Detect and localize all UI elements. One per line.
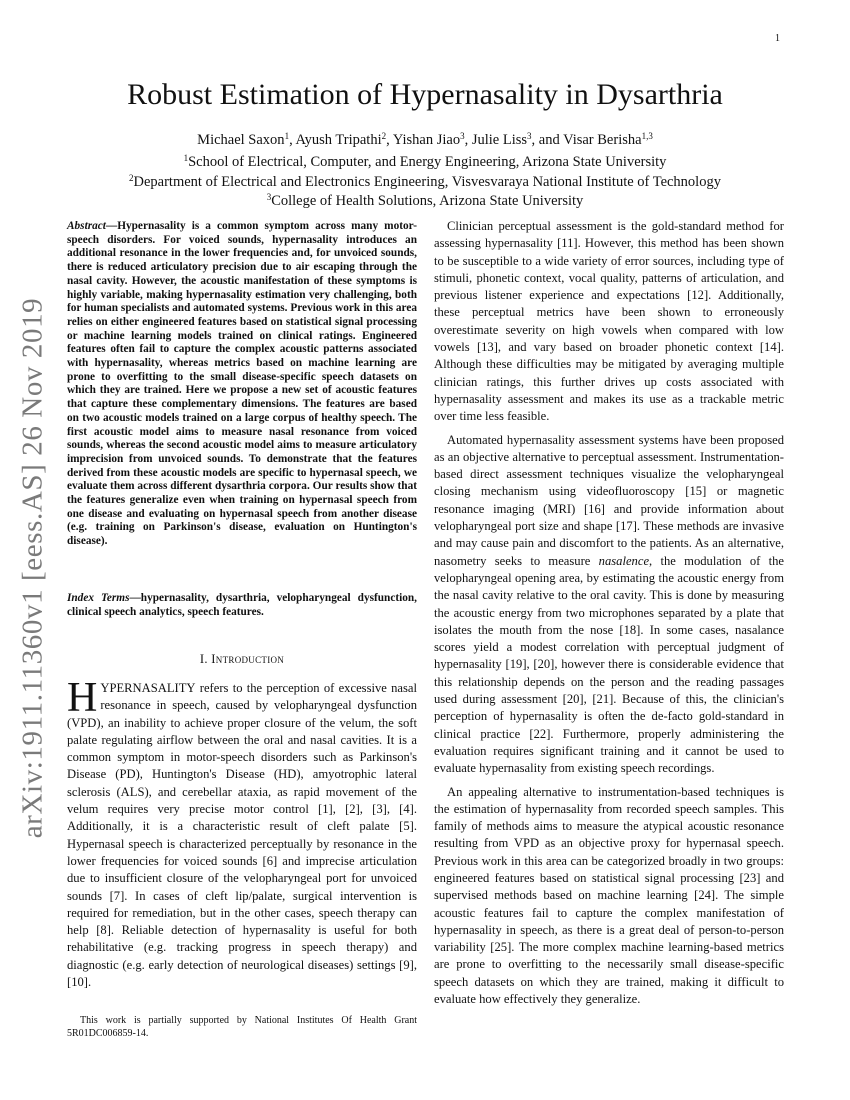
author-name: Yishan Jiao [392, 132, 461, 148]
drop-cap: H [67, 675, 98, 721]
arxiv-stamp-text: arXiv:1911.11360v1 [eess.AS] 26 Nov 2019 [16, 297, 49, 839]
author-name: Julie Liss [471, 132, 528, 148]
affiliation-line [0, 173, 850, 192]
author-separator: , [289, 132, 296, 148]
index-terms-label: Index Terms [67, 592, 130, 604]
affiliation-mark: 2 [129, 173, 134, 183]
page-number: 1 [775, 33, 780, 44]
intro-text: refers to the perception of excessive nasal resonance in speech, caused by velopharyngeal dysfunction (VPD), an inability to achieve proper closure of the velum, the soft palate regulating airflow between the oral and nasal cavities. It is a common symptom in motor-speech disorders such as Parkinson's Disease (PD), Huntington's Disease (HD), amyotrophic lateral sclerosis (ALS), and cerebellar ataxia, as rapid movement of the velum requires very precise motor control [1], [2], [3], [4]. Additionally, it is a characteristic result of cleft palate [5]. Hypernasal speech is characterized perceptually by resonance in the lower frequencies for voiced sounds [6] and imprecise articulation due to insufficient closure of the velopharyngeal port for unvoiced sounds [7]. In cases of cleft lip/palate, surgical intervention is required for remediation, but in the other cases, speech therapy can help [8]. Reliable detection of hypernasality is useful for both rehabilitative (e.g. tracking progress in speech therapy) and diagnostic (e.g. early detection of neurological diseases) settings [9], [10]. [67, 681, 417, 990]
footnote [67, 1015, 417, 1040]
paper-title: Robust Estimation of Hypernasality in Dysarthria [127, 78, 723, 111]
section-numeral: I. [199, 652, 212, 666]
abstract [67, 220, 417, 549]
affiliation-line [0, 192, 850, 211]
author-affiliation-mark: 1,3 [641, 131, 653, 141]
author-name: Michael Saxon [197, 132, 285, 148]
author-name: Visar Berisha [563, 132, 642, 148]
intro-paragraph [67, 675, 417, 991]
abstract-label: Abstract [67, 220, 106, 232]
section-title: Introduction [211, 652, 285, 666]
affiliation-text: Department of Electrical and Electronics Engineering, Visvesvaraya National Institute of Technology [133, 174, 721, 190]
paragraph: An appealing alternative to instrumentation-based techniques is the estimation of hypernasality from recorded speech samples. This family of methods aims to measure the atypical acoustic resonance resulting from VPD as an objective proxy for hypernasal speech. Previous work in this area can be categorized broadly in two groups: engineered features based on statistical signal processing [23] and supervised methods based on machine learning [24]. The simple acoustic features fail to capture the complex manifestation of hypernasality in speech, as there is a great deal of person-to-person variability [25]. The more complex machine learning-based metrics are prone to overfitting to the necessarily small disease-specific speech datasets on which they are trained, making it difficult to evaluate how effectively they generalize. [434, 784, 784, 1007]
author-separator: , [464, 132, 472, 148]
paragraph-text: Automated hypernasality assessment systems have been proposed as an objective alternative to perceptual assessment. Instrumentation-based direct assessment techniques visualize the velopharyngeal closing mechanism using videofluoroscopy [15] or magnetic resonance imaging (MRI) [16] and provide information about velopharyngeal port size and shape [17]. These methods are invasive and may cause pain and discomfort to the patients. As an alternative, nasometry seeks to measure [434, 432, 784, 568]
author-list [0, 131, 850, 150]
index-terms [67, 592, 417, 619]
author-affiliation-mark: 1 [284, 131, 290, 141]
paragraph: Clinician perceptual assessment is the gold-standard method for assessing hypernasality [11]. However, this method has been shown to be susceptible to a wide variety of error sources, including type of stimuli, phonetic context, vocal quality, patterns of articulation, and previous listener experience and expectations [12]. Additionally, these perceptual metrics have been shown to erroneously overestimate severity on high vowels when compared with low vowels [13], and vary based on broader phonetic context [14]. Although these difficulties may be mitigated by averaging multiple clinician ratings, this further drives up costs associated with hypernasality assessment and makes its use as a trackable metric over time less feasible. [434, 219, 784, 424]
affiliation-mark: 1 [183, 153, 189, 163]
footnote-text: This work is partially supported by National Institutes Of Health Grant 5R01DC006859-14. [67, 1015, 417, 1039]
intro-lead-caps: YPERNASALITY [100, 681, 196, 695]
right-column [434, 218, 784, 1008]
introduction-body [67, 675, 417, 991]
index-terms-text: —hypernasality, dysarthria, velopharyngeal dysfunction, clinical speech analytics, speech features. [67, 592, 418, 618]
author-and: , and [531, 132, 564, 148]
paragraph-text: , the modulation of the velopharyngeal opening area, by estimating the acoustic energy from the nasal cavity relative to the oral cavity. This is done by measuring the acoustic energy from two microphones separated by a plate that isolates the mouth from the nose [18]. In some cases, nasalance scores yield a modest correlation with perceptual judgment of hypernasality [19], [20], however there is considerable evidence that this relationship depends on the person and the reading passages used during assessment [20], [21]. Because of this, the clinician's perception of hypernasality is often the de-facto gold-standard in clinical practice [22]. Furthermore, properly administering the evaluation requires significant training and it cannot be used to evaluate hypernasality from existing speech recordings. [434, 553, 784, 776]
affiliation-text: School of Electrical, Computer, and Energy Engineering, Arizona State University [188, 154, 667, 170]
abstract-text: —Hypernasality is a common symptom across many motor-speech disorders. For voiced sounds, hypernasality introduces an additional resonance in the lower frequencies and, for unvoiced sounds, there is reduced articulatory precision due to air escaping through the nasal cavity. However, the acoustic manifestation of these symptoms is highly variable, making hypernasality estimation very challenging, both for human specialists and automated systems. Previous work in this area relies on either engineered features based on statistical signal processing or machine learning models trained on clinical ratings. Engineered features often fail to capture the complex acoustic patterns associated with hypernasality, whereas metrics based on machine learning are prone to overfitting to the small disease-specific speech datasets on which they are trained. Here we propose a new set of acoustic features that capture these complementary dimensions. The features are based on two acoustic models trained on a large corpus of healthy speech. The first acoustic model aims to measure nasal resonance from voiced sounds, whereas the second acoustic model aims to measure articulatory imprecision from unvoiced sounds. To demonstrate that the features derived from these acoustic models are specific to hypernasal speech, we evaluate them across different dysarthria corpora. Our results show that the features generalize even when training on hypernasal speech from one disease and evaluating on hypernasal speech from another disease (e.g. training on Parkinson's disease, evaluation on Huntington's disease). [67, 220, 417, 548]
affiliation-line [0, 153, 850, 172]
paragraph [434, 432, 784, 778]
section-heading [67, 652, 417, 667]
arxiv-stamp [8, 283, 58, 853]
affiliation-mark: 3 [266, 192, 272, 202]
author-name: Ayush Tripathi [295, 132, 382, 148]
author-affiliation-mark: 2 [381, 131, 387, 141]
emphasized-term: nasalence [598, 553, 650, 568]
author-separator: , [386, 132, 393, 148]
author-affiliation-mark: 3 [460, 131, 465, 141]
affiliation-text: College of Health Solutions, Arizona State University [271, 193, 584, 209]
author-affiliation-mark: 3 [527, 131, 532, 141]
